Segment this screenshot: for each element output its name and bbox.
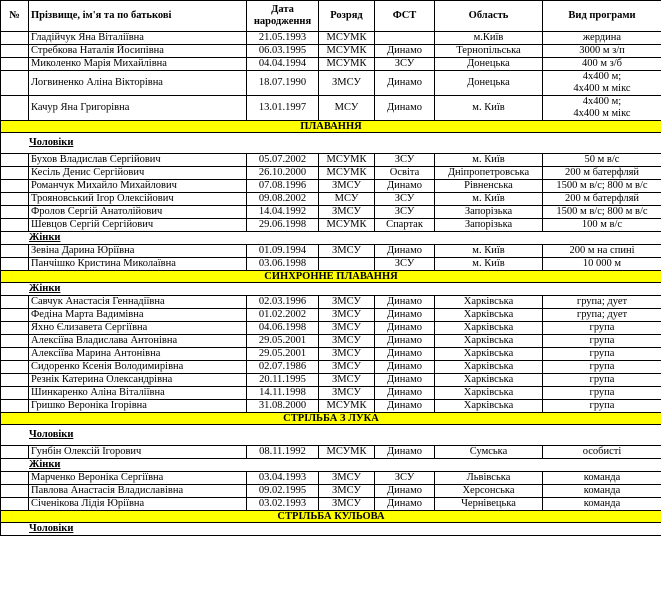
athlete-name: Гунбін Олексій Ігорович (29, 446, 247, 459)
athlete-number (1, 387, 29, 400)
sport-society: Динамо (375, 335, 435, 348)
region: Харківська (435, 400, 543, 413)
header-program: Вид програми (543, 1, 661, 32)
sport-section-header (1, 511, 661, 523)
region: Донецька (435, 58, 543, 71)
table-row (1, 374, 661, 387)
athlete-name: Бухов Владислав Сергійович (29, 154, 247, 167)
athlete-name: Трояновський Ігор Олексійович (29, 193, 247, 206)
table-row (1, 361, 661, 374)
region: м. Київ (435, 193, 543, 206)
table-row (1, 245, 661, 258)
gender-group-header (1, 283, 661, 296)
sport-title: СИНХРОННЕ ПЛАВАННЯ (1, 271, 661, 283)
sport-section-header (1, 413, 661, 425)
sport-rank: ЗМСУ (319, 180, 375, 193)
sport-rank: ЗМСУ (319, 296, 375, 309)
athlete-number (1, 485, 29, 498)
athlete-name: Марченко Вероніка Сергіївна (29, 472, 247, 485)
athlete-name: Шинкаренко Аліна Віталіївна (29, 387, 247, 400)
sport-rank: МСУМК (319, 32, 375, 45)
event-program: група (543, 374, 661, 387)
sport-rank: МСУМК (319, 58, 375, 71)
birth-date: 04.06.1998 (247, 322, 319, 335)
sport-society: Динамо (375, 400, 435, 413)
table-row (1, 193, 661, 206)
event-program: 100 м в/с (543, 219, 661, 232)
region: Харківська (435, 387, 543, 400)
group-title: Жінки (1, 232, 661, 245)
sport-society: ЗСУ (375, 258, 435, 271)
table-row (1, 45, 661, 58)
athlete-number (1, 322, 29, 335)
header-row (1, 1, 661, 32)
group-title: Жінки (1, 459, 661, 472)
birth-date: 02.03.1996 (247, 296, 319, 309)
event-program-line: 4х400 м мікс (573, 83, 631, 94)
athlete-name: Кесіль Денис Сергійович (29, 167, 247, 180)
gender-group-header (1, 425, 661, 446)
table-row (1, 446, 661, 459)
sport-society: Динамо (375, 96, 435, 121)
table-row (1, 387, 661, 400)
birth-date: 29.06.1998 (247, 219, 319, 232)
birth-date: 29.05.2001 (247, 348, 319, 361)
sport-rank: ЗМСУ (319, 387, 375, 400)
athlete-name: Логвиненко Аліна Вікторівна (29, 71, 247, 96)
event-program: 1500 м в/с; 800 м в/с (543, 206, 661, 219)
athlete-number (1, 335, 29, 348)
table-row (1, 96, 661, 121)
birth-date: 06.03.1995 (247, 45, 319, 58)
athlete-number (1, 472, 29, 485)
sport-section-header (1, 121, 661, 133)
athlete-number (1, 96, 29, 121)
sport-society: Динамо (375, 180, 435, 193)
table-row (1, 219, 661, 232)
table-row (1, 71, 661, 96)
group-title: Жінки (1, 283, 661, 296)
sport-rank: ЗМСУ (319, 498, 375, 511)
table-row (1, 258, 661, 271)
region: Харківська (435, 296, 543, 309)
table-row (1, 206, 661, 219)
athlete-name: Стребкова Наталія Йосипівна (29, 45, 247, 58)
region: Рівненська (435, 180, 543, 193)
table-row (1, 167, 661, 180)
group-title: Чоловіки (1, 133, 661, 154)
athlete-name: Алексіїва Владислава Антонівна (29, 335, 247, 348)
sport-society: Динамо (375, 348, 435, 361)
athlete-number (1, 180, 29, 193)
birth-date: 04.04.1994 (247, 58, 319, 71)
athlete-name: Шевцов Сергій Сергійович (29, 219, 247, 232)
event-program: група (543, 387, 661, 400)
event-program: група (543, 348, 661, 361)
birth-date: 03.04.1993 (247, 472, 319, 485)
birth-date: 18.07.1990 (247, 71, 319, 96)
group-title: Чоловіки (1, 425, 661, 446)
birth-date: 20.11.1995 (247, 374, 319, 387)
event-program (543, 71, 661, 96)
region: м. Київ (435, 96, 543, 121)
table-body (1, 32, 661, 536)
table-row (1, 498, 661, 511)
athlete-name: Січенікова Лідія Юріївна (29, 498, 247, 511)
event-program: особисті (543, 446, 661, 459)
sport-society: Динамо (375, 361, 435, 374)
table-row (1, 472, 661, 485)
sport-rank: ЗМСУ (319, 309, 375, 322)
athlete-number (1, 32, 29, 45)
athlete-name: Савчук Анастасія Геннадіївна (29, 296, 247, 309)
event-program: команда (543, 472, 661, 485)
event-program (543, 96, 661, 121)
birth-date: 01.02.2002 (247, 309, 319, 322)
region: Чернівецька (435, 498, 543, 511)
athlete-number (1, 374, 29, 387)
birth-date: 01.09.1994 (247, 245, 319, 258)
birth-date: 31.08.2000 (247, 400, 319, 413)
birth-date: 07.08.1996 (247, 180, 319, 193)
athlete-number (1, 258, 29, 271)
athlete-name: Качур Яна Григорівна (29, 96, 247, 121)
athlete-name: Алексіїва Марина Антонівна (29, 348, 247, 361)
sport-rank: МСУ (319, 193, 375, 206)
athlete-name: Сидоренко Ксенія Володимирівна (29, 361, 247, 374)
birth-date: 26.10.2000 (247, 167, 319, 180)
athlete-number (1, 361, 29, 374)
athlete-number (1, 154, 29, 167)
event-program: 400 м з/б (543, 58, 661, 71)
sport-society: ЗСУ (375, 472, 435, 485)
region: Тернопільська (435, 45, 543, 58)
region: Дніпропетровська (435, 167, 543, 180)
athlete-name: Миколенко Марія Михайлівна (29, 58, 247, 71)
event-program: 50 м в/с (543, 154, 661, 167)
region: Харківська (435, 374, 543, 387)
athlete-number (1, 245, 29, 258)
sport-rank: ЗМСУ (319, 361, 375, 374)
athlete-number (1, 309, 29, 322)
birth-date: 21.05.1993 (247, 32, 319, 45)
sport-rank: МСУМК (319, 219, 375, 232)
birth-date: 03.06.1998 (247, 258, 319, 271)
event-program: 3000 м з/п (543, 45, 661, 58)
birth-date: 13.01.1997 (247, 96, 319, 121)
region: Запорізька (435, 219, 543, 232)
region: м. Київ (435, 258, 543, 271)
athlete-number (1, 45, 29, 58)
event-program: 200 м батерфляй (543, 193, 661, 206)
table-row (1, 296, 661, 309)
sport-title: ПЛАВАННЯ (1, 121, 661, 133)
sport-title: СТРІЛЬБА КУЛЬОВА (1, 511, 661, 523)
birth-date: 08.11.1992 (247, 446, 319, 459)
sport-title: СТРІЛЬБА З ЛУКА (1, 413, 661, 425)
athlete-name: Федіна Марта Вадимівна (29, 309, 247, 322)
sport-society: Динамо (375, 245, 435, 258)
header-region: Область (435, 1, 543, 32)
region: Львівська (435, 472, 543, 485)
sport-section-header (1, 271, 661, 283)
sport-society: Динамо (375, 45, 435, 58)
group-title: Чоловіки (1, 523, 661, 536)
sport-society: ЗСУ (375, 58, 435, 71)
sport-rank: ЗМСУ (319, 472, 375, 485)
event-program-line: 4х400 м; (582, 71, 622, 82)
sport-rank (319, 258, 375, 271)
sport-society: Динамо (375, 485, 435, 498)
event-program: команда (543, 485, 661, 498)
region: Харківська (435, 335, 543, 348)
region: Харківська (435, 322, 543, 335)
header-num: № (1, 1, 29, 32)
sport-rank: ЗМСУ (319, 374, 375, 387)
region: Запорізька (435, 206, 543, 219)
event-program: група (543, 361, 661, 374)
sport-society: Освіта (375, 167, 435, 180)
sport-rank: ЗМСУ (319, 335, 375, 348)
athlete-name: Гришко Вероніка Ігорівна (29, 400, 247, 413)
sport-society: ЗСУ (375, 206, 435, 219)
region: Донецька (435, 71, 543, 96)
table-row (1, 309, 661, 322)
sport-rank: МСУМК (319, 45, 375, 58)
table-row (1, 322, 661, 335)
birth-date: 02.07.1986 (247, 361, 319, 374)
sport-rank: ЗМСУ (319, 322, 375, 335)
sport-rank: ЗМСУ (319, 245, 375, 258)
header-fst: ФСТ (375, 1, 435, 32)
event-program: 200 м батерфляй (543, 167, 661, 180)
table-row (1, 58, 661, 71)
region: Сумська (435, 446, 543, 459)
athlete-name: Панчішко Кристина Миколаївна (29, 258, 247, 271)
birth-date: 05.07.2002 (247, 154, 319, 167)
sport-rank: МСУМК (319, 154, 375, 167)
table-row (1, 32, 661, 45)
sport-society: ЗСУ (375, 193, 435, 206)
sport-rank: МСУМК (319, 400, 375, 413)
event-program: група (543, 322, 661, 335)
event-program-line: 4х400 м; (582, 96, 622, 107)
region: м. Київ (435, 154, 543, 167)
athlete-number (1, 167, 29, 180)
region: Харківська (435, 309, 543, 322)
event-program: команда (543, 498, 661, 511)
sport-society: Динамо (375, 374, 435, 387)
header-rank: Розряд (319, 1, 375, 32)
sport-society: ЗСУ (375, 154, 435, 167)
sport-society: Динамо (375, 446, 435, 459)
athlete-name: Зевіна Дарина Юріївна (29, 245, 247, 258)
gender-group-header (1, 133, 661, 154)
header-name: Прізвище, ім'я та по батькові (29, 1, 247, 32)
sport-society (375, 32, 435, 45)
header-dob: Дата народження (247, 1, 319, 32)
event-program: група (543, 335, 661, 348)
sport-society: Динамо (375, 387, 435, 400)
birth-date: 09.08.2002 (247, 193, 319, 206)
table-row (1, 335, 661, 348)
sport-society: Динамо (375, 498, 435, 511)
birth-date: 09.02.1995 (247, 485, 319, 498)
event-program-line: 4х400 м мікс (573, 108, 631, 119)
birth-date: 14.11.1998 (247, 387, 319, 400)
athlete-number (1, 498, 29, 511)
athlete-name: Гладійчук Яна Віталіївна (29, 32, 247, 45)
birth-date: 29.05.2001 (247, 335, 319, 348)
table-row (1, 348, 661, 361)
athlete-name: Резнік Катерина Олександрівна (29, 374, 247, 387)
sport-rank: ЗМСУ (319, 348, 375, 361)
sport-society: Динамо (375, 296, 435, 309)
athlete-name: Павлова Анастасія Владиславівна (29, 485, 247, 498)
region: Харківська (435, 348, 543, 361)
athlete-number (1, 446, 29, 459)
sport-society: Динамо (375, 322, 435, 335)
athlete-number (1, 219, 29, 232)
gender-group-header (1, 459, 661, 472)
event-program: жердина (543, 32, 661, 45)
region: Харківська (435, 361, 543, 374)
sport-rank: МСУ (319, 96, 375, 121)
birth-date: 14.04.1992 (247, 206, 319, 219)
sport-rank: МСУМК (319, 167, 375, 180)
athlete-name: Романчук Михайло Михайлович (29, 180, 247, 193)
athlete-number (1, 400, 29, 413)
event-program: група (543, 400, 661, 413)
athlete-number (1, 206, 29, 219)
sport-society: Динамо (375, 71, 435, 96)
table-row (1, 154, 661, 167)
sport-rank: МСУМК (319, 446, 375, 459)
athlete-number (1, 193, 29, 206)
event-program: група; дует (543, 309, 661, 322)
sport-rank: ЗМСУ (319, 206, 375, 219)
sport-society: Спартак (375, 219, 435, 232)
table-row (1, 400, 661, 413)
birth-date: 03.02.1993 (247, 498, 319, 511)
sport-rank: ЗМСУ (319, 71, 375, 96)
region: м. Київ (435, 245, 543, 258)
region: Херсонська (435, 485, 543, 498)
table-row (1, 485, 661, 498)
event-program: група; дует (543, 296, 661, 309)
athlete-number (1, 71, 29, 96)
event-program: 200 м на спині (543, 245, 661, 258)
sport-society: Динамо (375, 309, 435, 322)
athlete-name: Яхно Єлизавета Сергіївна (29, 322, 247, 335)
event-program: 1500 м в/с; 800 м в/с (543, 180, 661, 193)
athlete-number (1, 296, 29, 309)
region: м.Київ (435, 32, 543, 45)
gender-group-header (1, 232, 661, 245)
athlete-name: Фролов Сергій Анатолійович (29, 206, 247, 219)
athlete-number (1, 348, 29, 361)
event-program: 10 000 м (543, 258, 661, 271)
sport-rank: ЗМСУ (319, 485, 375, 498)
athlete-number (1, 58, 29, 71)
gender-group-header (1, 523, 661, 536)
table-row (1, 180, 661, 193)
